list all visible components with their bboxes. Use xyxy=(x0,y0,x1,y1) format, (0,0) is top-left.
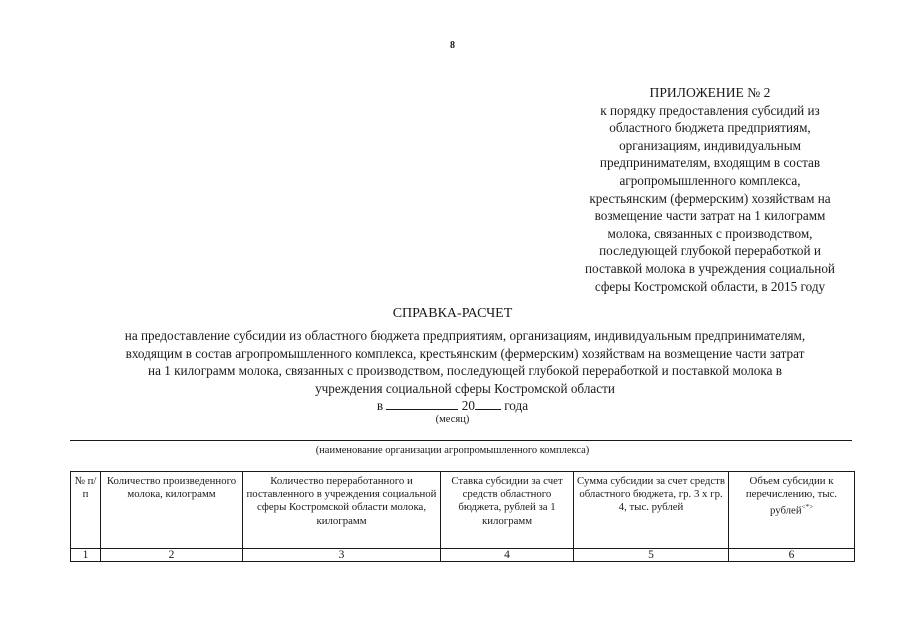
appendix-line: сферы Костромской области, в 2015 году xyxy=(594,278,826,294)
appendix-line: поставкой молока в учреждения социальной xyxy=(584,260,835,276)
header-cell-volume-label: Объем субсидии к перечислению, тыс. рублей xyxy=(745,475,838,517)
appendix-line: организациям, индивидуальным xyxy=(619,137,801,153)
table-row xyxy=(71,549,855,562)
header-cell-sum: Сумма субсидии за счет средств областного бюджета, гр. 3 х гр. 4, тыс. рублей xyxy=(574,472,729,549)
year-prefix: 20 xyxy=(461,398,475,413)
organization-name-field[interactable] xyxy=(70,440,852,441)
organization-caption: (наименование организации агропромышленного комплекса) xyxy=(315,445,590,456)
header-cell-number: № п/п xyxy=(71,472,101,549)
appendix-line: последующей глубокой переработкой и xyxy=(599,243,821,259)
period-line xyxy=(0,397,905,414)
appendix-line: молока, связанных с производством, xyxy=(607,225,813,241)
month-blank-field[interactable] xyxy=(386,397,458,410)
column-number-cell: 6 xyxy=(729,549,855,562)
column-number-cell: 5 xyxy=(574,549,729,562)
column-number-cell: 4 xyxy=(441,549,574,562)
column-number-cell: 1 xyxy=(71,549,101,562)
period-suffix: года xyxy=(504,398,529,413)
appendix-title: ПРИЛОЖЕНИЕ № 2 xyxy=(649,85,771,100)
period-prefix: в xyxy=(376,398,384,413)
appendix-block xyxy=(545,84,875,295)
subtitle-line: входящим в состав агропромышленного комплекса, крестьянским (фермерским) хозяйствам на возмещение части затрат xyxy=(125,345,805,361)
year-blank-field[interactable] xyxy=(475,397,501,410)
document-subtitle xyxy=(45,327,885,397)
column-number-cell: 3 xyxy=(243,549,441,562)
footnote-mark: <*> xyxy=(801,503,814,512)
appendix-line: к порядку предоставления субсидий из xyxy=(600,102,820,118)
subsidy-calculation-table xyxy=(70,471,855,562)
subtitle-line: на 1 килограмм молока, связанных с производством, последующей глубокой переработкой и поставкой молока в xyxy=(148,363,782,379)
header-cell-volume xyxy=(729,472,855,549)
appendix-line: возмещение части затрат на 1 килограмм xyxy=(594,208,826,224)
appendix-line: крестьянским (фермерским) хозяйствам на xyxy=(589,190,831,206)
header-cell-processed: Количество переработанного и поставленного в учреждения социальной сферы Костромской области молока, килограмм xyxy=(243,472,441,549)
header-cell-rate: Ставка субсидии за счет средств областного бюджета, рублей за 1 килограмм xyxy=(441,472,574,549)
subtitle-line: на предоставление субсидии из областного бюджета предприятиям, организациям, индивидуальным предпринимателям, xyxy=(124,328,806,343)
document-title: СПРАВКА-РАСЧЕТ xyxy=(392,306,513,321)
subtitle-line: учреждения социальной сферы Костромской области xyxy=(315,380,615,396)
appendix-line: предпринимателям, входящим в состав xyxy=(599,155,821,171)
table-header-row xyxy=(71,472,855,549)
page-number: 8 xyxy=(450,40,455,51)
column-number-cell: 2 xyxy=(101,549,243,562)
header-cell-produced: Количество произведенного молока, килограмм xyxy=(101,472,243,549)
appendix-line: агропромышленного комплекса, xyxy=(619,172,801,188)
month-caption: (месяц) xyxy=(435,414,470,425)
appendix-line: областного бюджета предприятиям, xyxy=(609,120,811,136)
